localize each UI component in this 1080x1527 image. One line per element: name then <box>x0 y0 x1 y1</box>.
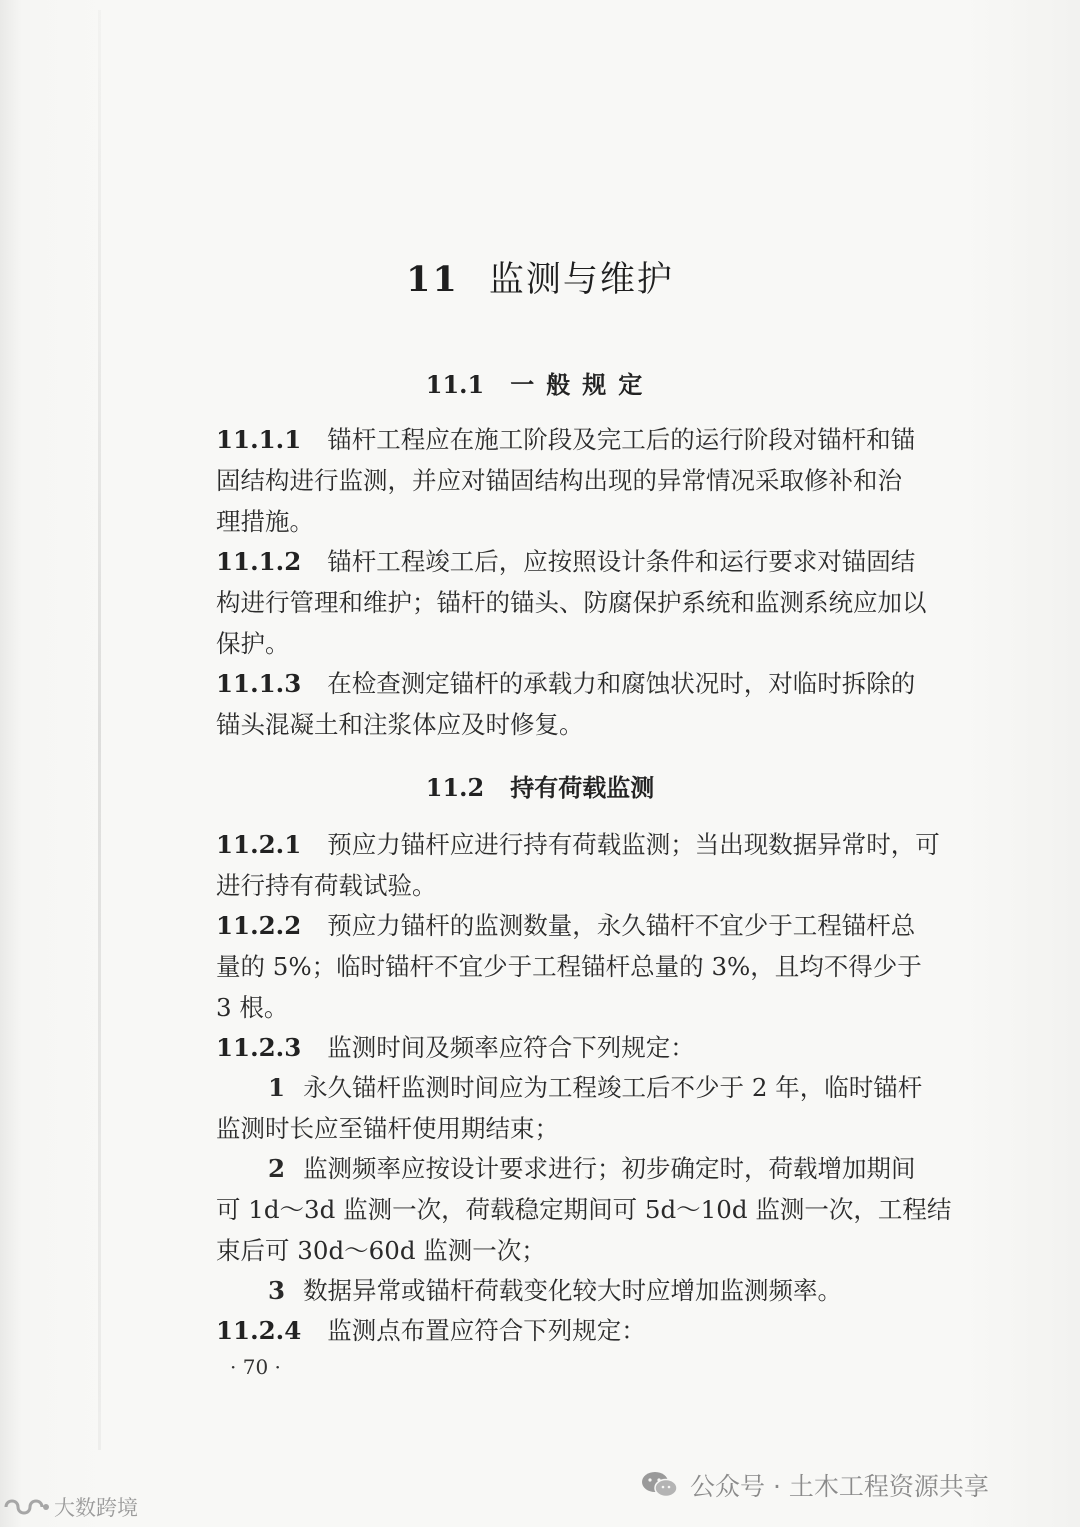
section-title-11-1 <box>0 365 1080 400</box>
clause-11-2-1-line-2: 进行持有荷载试验。 <box>216 871 437 900</box>
item-number: 3 <box>268 1276 286 1305</box>
clause-number: 11.1.2 <box>216 547 302 576</box>
clause-11-1-1-line-1 <box>216 420 976 460</box>
item-text: 监测频率应按设计要求进行；初步确定时，荷载增加期间 <box>303 1154 916 1183</box>
item-2-line-2: 可 1d～3d 监测一次，荷载稳定期间可 5d～10d 监测一次，工程结 <box>216 1195 952 1224</box>
item-number: 2 <box>268 1154 286 1183</box>
clause-text: 锚杆工程竣工后，应按照设计条件和运行要求对锚固结 <box>327 547 916 576</box>
clause-text: 监测点布置应符合下列规定： <box>327 1316 646 1345</box>
clause-11-2-2-line-2: 量的 5%；临时锚杆不宜少于工程锚杆总量的 3%，且均不得少于 <box>216 952 922 981</box>
section-title-text: 一般规定 <box>510 370 655 399</box>
clause-11-1-2-line-3: 保护。 <box>216 629 290 658</box>
chapter-title <box>0 252 1080 302</box>
clause-11-1-2-line-1 <box>216 542 976 582</box>
corner-logo <box>2 1492 138 1522</box>
clause-text: 锚杆工程应在施工阶段及完工后的运行阶段对锚杆和锚 <box>327 425 916 454</box>
clause-text: 在检查测定锚杆的承载力和腐蚀状况时，对临时拆除的 <box>327 669 916 698</box>
item-2-line-3: 束后可 30d～60d 监测一次； <box>216 1236 546 1265</box>
item-1-line-1 <box>268 1068 976 1108</box>
clause-number: 11.2.4 <box>216 1316 302 1345</box>
clause-text: 预应力锚杆应进行持有荷载监测；当出现数据异常时，可 <box>327 830 940 859</box>
watermark-text: 公众号 · 土木工程资源共享 <box>690 1472 989 1501</box>
clause-11-2-4-line-1 <box>216 1311 976 1351</box>
item-3-line-1 <box>268 1271 976 1311</box>
clause-11-2-3-line-1 <box>216 1028 976 1068</box>
chapter-number: 11 <box>406 259 459 300</box>
clause-number: 11.2.1 <box>216 830 302 859</box>
wechat-watermark <box>640 1467 989 1503</box>
item-number: 1 <box>268 1073 286 1102</box>
clause-11-1-3-line-2: 锚头混凝土和注浆体应及时修复。 <box>216 710 584 739</box>
clause-11-1-1-line-3: 理措施。 <box>216 507 314 536</box>
clause-11-2-1-line-1 <box>216 825 976 865</box>
item-1-line-2: 监测时长应至锚杆使用期结束； <box>216 1114 559 1143</box>
section-number: 11.1 <box>425 370 485 399</box>
chapter-title-text: 监测与维护 <box>488 260 674 300</box>
item-text: 数据异常或锚杆荷载变化较大时应增加监测频率。 <box>303 1276 843 1305</box>
clause-11-1-1-line-2: 固结构进行监测，并应对锚固结构出现的异常情况采取修补和治 <box>216 466 902 495</box>
page-number: · 70 · <box>230 1355 281 1379</box>
binding-gutter <box>98 10 101 1450</box>
clause-text: 监测时间及频率应符合下列规定： <box>327 1033 695 1062</box>
clause-11-2-2-line-3: 3 根。 <box>216 993 289 1022</box>
section-title-text: 持有荷载监测 <box>510 773 655 802</box>
swirl-icon <box>2 1495 50 1519</box>
clause-number: 11.2.2 <box>216 911 302 940</box>
clause-number: 11.1.1 <box>216 425 302 454</box>
item-2-line-1 <box>268 1149 976 1189</box>
clause-number: 11.1.3 <box>216 669 302 698</box>
clause-11-1-2-line-2: 构进行管理和维护；锚杆的锚头、防腐保护系统和监测系统应加以 <box>216 588 927 617</box>
clause-11-1-3-line-1 <box>216 664 976 704</box>
clause-11-2-2-line-1 <box>216 906 976 946</box>
wechat-icon <box>640 1470 680 1500</box>
clause-number: 11.2.3 <box>216 1033 302 1062</box>
clause-text: 预应力锚杆的监测数量，永久锚杆不宜少于工程锚杆总 <box>327 911 916 940</box>
section-title-11-2 <box>0 768 1080 803</box>
corner-logo-text: 大数跨境 <box>54 1496 138 1520</box>
item-text: 永久锚杆监测时间应为工程竣工后不少于 2 年，临时锚杆 <box>303 1073 923 1102</box>
section-number: 11.2 <box>425 773 485 802</box>
